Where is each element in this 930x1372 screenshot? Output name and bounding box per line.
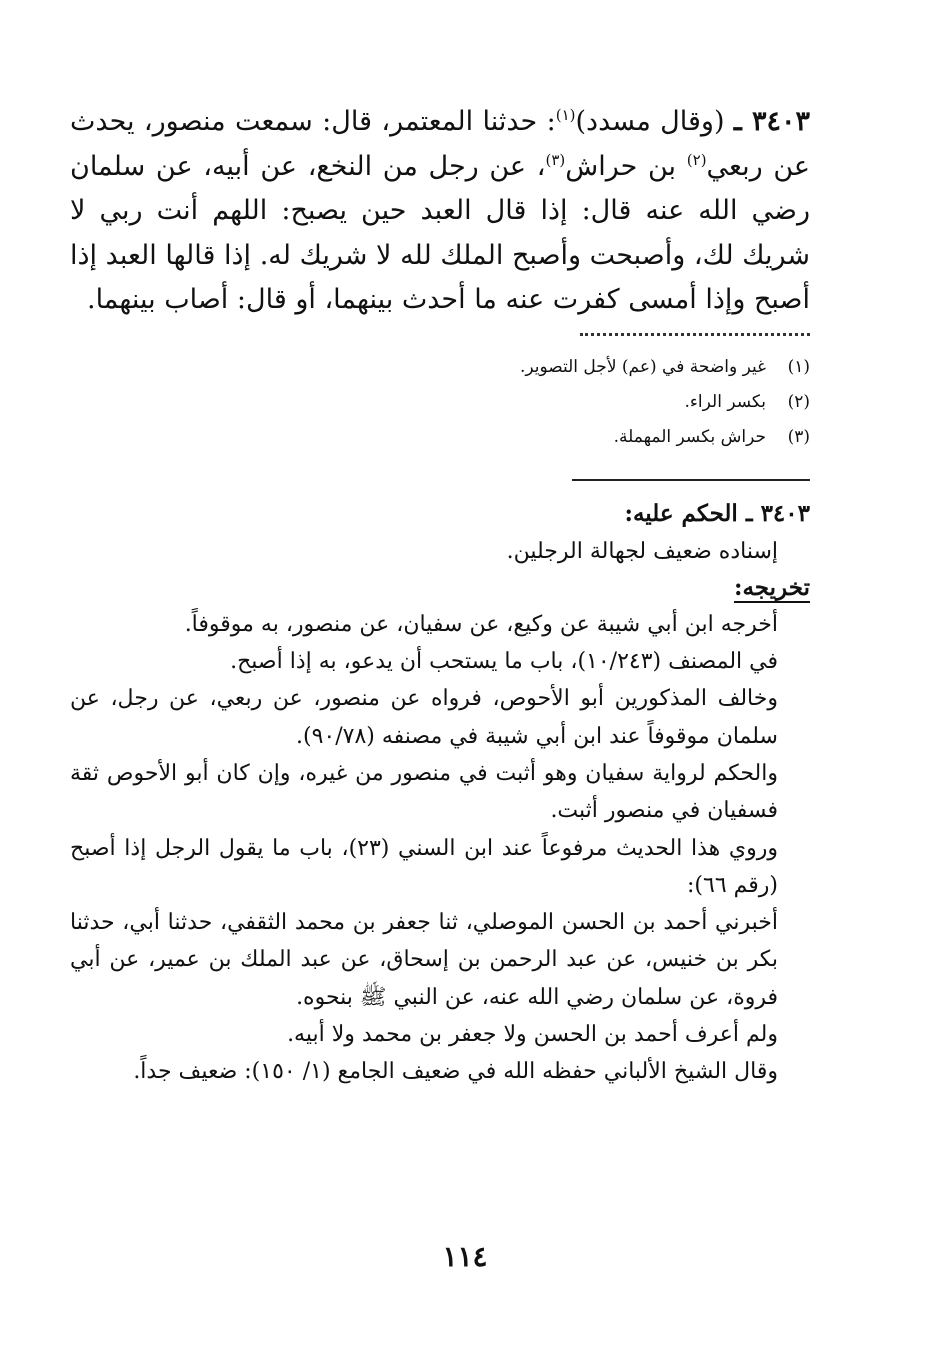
page-number: ١١٤	[442, 1240, 488, 1273]
footnote-item	[70, 420, 810, 455]
takhrij-paragraph: والحكم لرواية سفيان وهو أثبت في منصور من غيره، وإن كان أبو الأحوص ثقة فسفيان في منصور أثبت.	[70, 760, 778, 824]
hadith-part-b: بن حراش	[565, 150, 687, 182]
hadith-text	[70, 100, 810, 323]
hadith-lead: (وقال مسدد)	[575, 106, 725, 137]
section-divider	[572, 479, 810, 481]
ruling-heading: ٣٤٠٣ ـ الحكم عليه:	[624, 499, 810, 527]
takhrij-paragraph: أخرجه ابن أبي شيبة عن وكيع، عن سفيان، عن منصور، به موقوفاً.	[184, 611, 778, 637]
takhrij-paragraph: في المصنف (١٠/٢٤٣)، باب ما يستحب أن يدعو، به إذا أصبح.	[230, 649, 778, 675]
takhrij-body	[70, 606, 810, 1091]
takhrij-paragraph: ولم أعرف أحمد بن الحسن ولا جعفر بن محمد ولا أبيه.	[287, 1022, 778, 1048]
footnote-text: حراش بكسر المهملة.	[613, 426, 766, 447]
footnote-number: (١)	[787, 356, 810, 377]
footnote-ref-2: (٢)	[686, 150, 707, 169]
footnote-item	[70, 350, 810, 385]
ruling-paragraph: إسناده ضعيف لجهالة الرجلين.	[506, 538, 778, 564]
ruling-text	[70, 533, 810, 570]
footnote-text: بكسر الراء.	[684, 391, 766, 412]
footnote-number: (٢)	[787, 391, 810, 412]
hadith-paragraph	[70, 100, 810, 323]
takhrij-heading: تخريجه:	[733, 573, 810, 601]
footnote-item	[70, 385, 810, 420]
footnote-number: (٣)	[787, 426, 810, 447]
takhrij-paragraph: أخبرني أحمد بن الحسن الموصلي، ثنا جعفر بن محمد الثقفي، حدثنا أبي، حدثنا بكر بن خنيس، عن عبد الرحمن بن إسحاق، عن عبد الملك بن عمير، عن أبي فروة، عن سلمان رضي الله عنه، عن النبي ﷺ بنحوه.	[70, 910, 778, 1010]
hadith-part-a: : حدثنا المعتمر، قال: سمعت منصور، يحدث عن ربعي	[70, 106, 810, 182]
hadith-part-c: ، عن رجل من النخع، عن أبيه، عن سلمان رضي الله عنه قال: إذا قال العبد حين يصبح: اللهم أنت ربي لا شريك لك، وأصبحت وأصبح الملك لله لا شريك له. إذا قالها العبد إذا أصبح وإذا أمسى كفرت عنه ما أحدث بينهما، أو قال: أصاب بينهما.	[70, 150, 810, 315]
footnote-ref-3: (٣)	[545, 150, 566, 169]
takhrij-paragraph: وقال الشيخ الألباني حفظه الله في ضعيف الجامع (١/ ١٥٠): ضعيف جداً.	[133, 1059, 778, 1085]
footnote-separator	[580, 333, 810, 336]
footnotes	[70, 350, 810, 455]
page-content	[70, 100, 810, 1091]
footnote-ref-1: (١)	[555, 106, 576, 124]
footnote-text: غير واضحة في (عم) لأجل التصوير.	[519, 356, 766, 377]
hadith-number: ٣٤٠٣ ـ	[733, 106, 811, 137]
takhrij-paragraph: وروي هذا الحديث مرفوعاً عند ابن السني (٢٣)، باب ما يقول الرجل إذا أصبح (رقم ٦٦):	[70, 835, 779, 898]
takhrij-paragraph: وخالف المذكورين أبو الأحوص، فرواه عن منصور، عن ربعي، عن رجل، عن سلمان موقوفاً عند ابن أبي شيبة في مصنفه (٩٠/٧٨).	[70, 686, 778, 749]
